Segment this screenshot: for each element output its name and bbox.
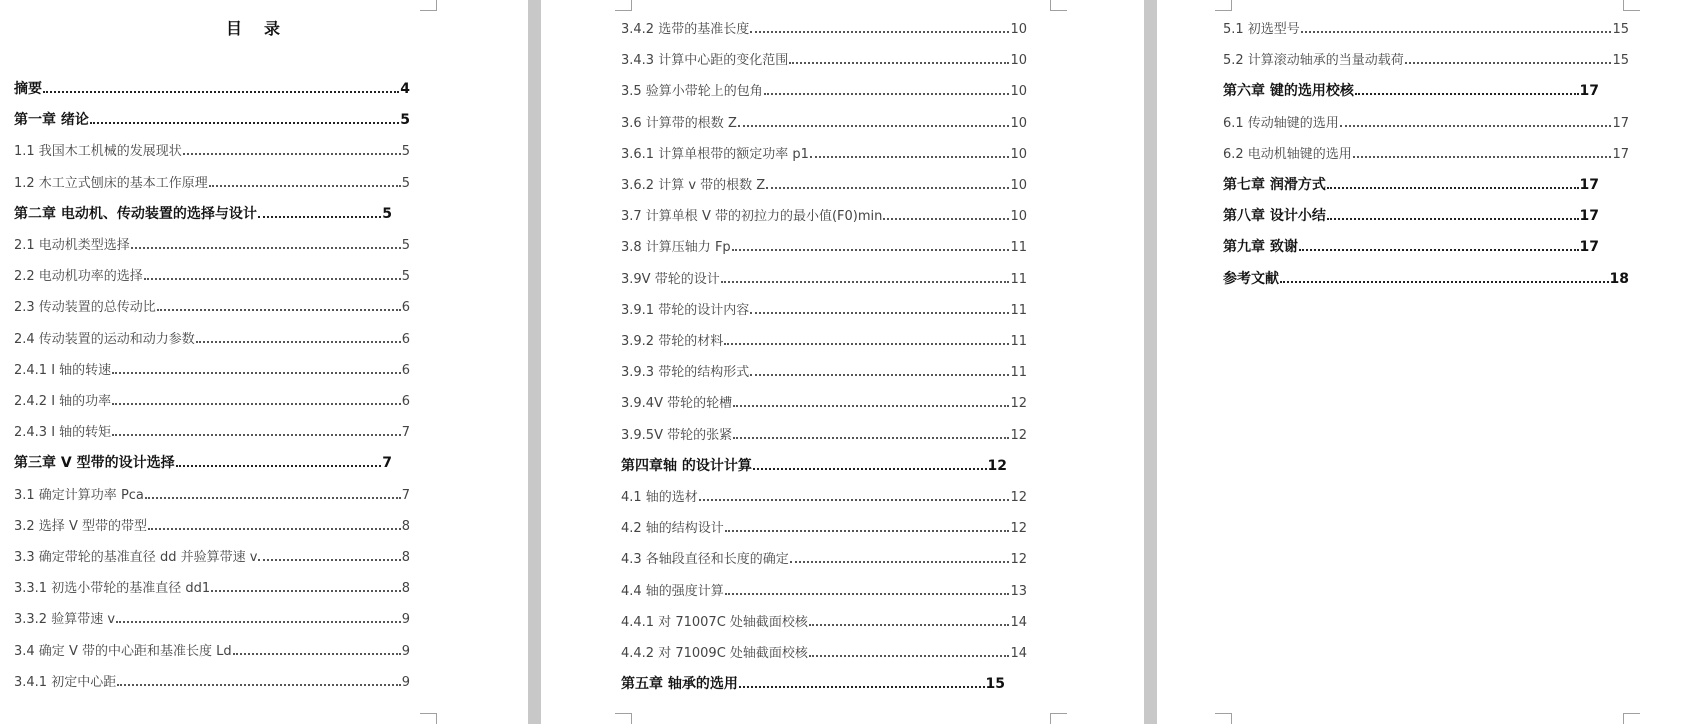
toc-entry-label: 3.6.2 计算 v 带的根数 Z (621, 178, 766, 193)
toc-entry[interactable] (14, 515, 410, 533)
toc-title: 目录 (225, 19, 302, 38)
toc-dot-leader (112, 403, 401, 405)
toc-entry-label: 3.6.1 计算单根带的额定功率 p1 (621, 146, 809, 162)
toc-dot-leader (1405, 62, 1612, 64)
toc-entry[interactable] (1223, 49, 1629, 67)
toc-dot-leader (725, 593, 1010, 595)
toc-chapter-entry[interactable] (14, 452, 392, 470)
toc-page-number: 8 (401, 581, 410, 597)
margin-corner-mark (420, 0, 437, 11)
toc-page-number: 17 (1579, 208, 1599, 225)
toc-dot-leader (883, 218, 1009, 220)
toc-entry[interactable] (621, 18, 1027, 36)
toc-entry[interactable] (621, 330, 1027, 348)
toc-entry-label: 4.4 轴的强度计算 (621, 583, 724, 599)
toc-entry-label: 第九章 致谢 (1223, 239, 1298, 256)
toc-dot-leader (157, 309, 401, 311)
toc-chapter-entry[interactable] (14, 78, 410, 96)
toc-dot-leader (1301, 31, 1612, 33)
toc-entry-label: 3.3.1 初选小带轮的基准直径 dd1 (14, 581, 211, 597)
toc-page-number: 8 (401, 550, 410, 565)
toc-dot-leader (764, 93, 1010, 95)
toc-dot-leader (176, 465, 382, 467)
toc-page-number: 9 (401, 612, 410, 628)
toc-page-number: 10 (1010, 53, 1027, 69)
toc-entry-label: 3.4.2 选带的基准长度 (621, 22, 750, 37)
toc-page-number: 10 (1010, 84, 1027, 100)
toc-entry[interactable] (14, 296, 410, 314)
toc-entry-label: 2.4.3 I 轴的转矩 (14, 425, 112, 441)
toc-entry[interactable] (14, 172, 410, 190)
toc-entry-label: 3.7 计算单根 V 带的初拉力的最小值(F0)min (621, 209, 883, 225)
toc-entry-label: 6.2 电动机轴键的选用 (1223, 146, 1352, 162)
toc-dot-leader (699, 499, 1010, 501)
toc-dot-leader (1327, 218, 1579, 220)
toc-page-number: 11 (1010, 271, 1027, 287)
toc-entry-label: 5.1 初选型号 (1223, 22, 1300, 37)
toc-page-number: 10 (1010, 115, 1027, 131)
toc-entry-label: 6.1 传动轴键的选用 (1223, 115, 1339, 131)
toc-chapter-entry[interactable] (14, 109, 410, 127)
toc-entry[interactable] (621, 205, 1027, 223)
toc-entry[interactable] (621, 236, 1027, 254)
toc-dot-leader (789, 62, 1009, 64)
toc-dot-leader (1340, 125, 1612, 127)
toc-dot-leader (1355, 93, 1579, 95)
toc-chapter-entry[interactable] (621, 673, 1005, 691)
toc-entry[interactable] (14, 140, 410, 158)
toc-page-number: 5 (400, 112, 410, 129)
toc-page-number: 12 (1010, 552, 1027, 568)
toc-page-number: 11 (1010, 240, 1027, 256)
toc-dot-leader (258, 559, 400, 561)
toc-entry-label: 4.3 各轴段直径和长度的确定 (621, 552, 789, 568)
toc-page-number: 10 (1010, 22, 1027, 37)
toc-chapter-entry[interactable] (1223, 80, 1599, 98)
toc-dot-leader (148, 528, 401, 530)
toc-entry[interactable] (14, 484, 410, 502)
toc-entry-label: 第七章 润滑方式 (1223, 177, 1326, 193)
toc-page-number: 6 (401, 394, 410, 409)
toc-entry[interactable] (621, 580, 1027, 598)
margin-corner-mark (1215, 713, 1232, 724)
margin-corner-mark (420, 713, 437, 724)
toc-dot-leader (750, 31, 1009, 33)
toc-entry[interactable] (621, 548, 1027, 566)
toc-page-number: 5 (401, 269, 410, 285)
toc-entry-label: 1.2 木工立式刨床的基本工作原理 (14, 175, 208, 191)
toc-entry[interactable] (1223, 143, 1629, 161)
toc-entry[interactable] (621, 112, 1027, 130)
toc-entry-label: 5.2 计算滚动轴承的当量动载荷 (1223, 53, 1404, 69)
toc-page-number: 17 (1579, 177, 1599, 193)
toc-dot-leader (750, 374, 1009, 376)
margin-corner-mark (615, 713, 632, 724)
toc-entry-label: 第六章 键的选用校核 (1223, 83, 1354, 100)
toc-entry-label: 3.8 计算压轴力 Fp (621, 240, 731, 256)
toc-page-number: 14 (1010, 646, 1027, 661)
toc-dot-leader (112, 434, 401, 436)
toc-page-number: 10 (1010, 178, 1027, 193)
toc-dot-leader (117, 684, 401, 686)
toc-page-number: 5 (382, 205, 392, 222)
toc-entry-label: 3.9.3 带轮的结构形式 (621, 365, 750, 381)
toc-dot-leader (739, 686, 985, 688)
toc-entry-label: 3.4.3 计算中心距的变化范围 (621, 53, 789, 69)
toc-dot-leader (809, 624, 1010, 626)
toc-entry-label: 3.4 确定 V 带的中心距和基准长度 Ld (14, 643, 232, 659)
margin-corner-mark (1215, 0, 1232, 11)
toc-dot-leader (196, 341, 401, 343)
toc-dot-leader (809, 655, 1010, 657)
toc-entry-label: 2.1 电动机类型选择 (14, 238, 130, 253)
toc-entry-label: 2.4.2 I 轴的功率 (14, 394, 112, 409)
toc-dot-leader (183, 153, 401, 155)
toc-dot-leader (725, 530, 1010, 532)
toc-dot-leader (1299, 249, 1579, 251)
document-page-1 (0, 0, 528, 724)
toc-entry[interactable] (621, 80, 1027, 98)
toc-entry-label: 2.2 电动机功率的选择 (14, 269, 143, 285)
toc-dot-leader (43, 91, 399, 93)
toc-entry[interactable] (1223, 18, 1629, 36)
toc-entry[interactable] (14, 234, 410, 252)
toc-page-number: 17 (1612, 146, 1629, 162)
toc-entry[interactable] (621, 486, 1027, 504)
toc-entry-label: 第八章 设计小结 (1223, 208, 1326, 225)
margin-corner-mark (1623, 0, 1640, 11)
toc-page-number: 12 (1010, 521, 1027, 537)
toc-entry[interactable] (1223, 112, 1629, 130)
toc-entry[interactable] (621, 392, 1027, 410)
toc-dot-leader (790, 561, 1010, 563)
toc-entry[interactable] (621, 299, 1027, 317)
toc-entry[interactable] (14, 608, 410, 626)
toc-entry-label: 3.9.4V 带轮的轮槽 (621, 396, 733, 412)
toc-entry-label: 第二章 电动机、传动装置的选择与设计 (14, 205, 257, 222)
toc-entry-label: 第四章轴 的设计计算 (621, 457, 752, 474)
toc-entry-label: 1.1 我国木工机械的发展现状 (14, 144, 182, 160)
toc-page-number: 11 (1010, 365, 1027, 381)
toc-page-number: 12 (1010, 490, 1027, 505)
toc-entry[interactable] (14, 265, 410, 283)
toc-entry-label: 3.9V 带轮的设计 (621, 271, 720, 287)
toc-entry-label: 第三章 V 型带的设计选择 (14, 455, 175, 472)
toc-dot-leader (724, 343, 1009, 345)
toc-dot-leader (810, 156, 1010, 158)
toc-entry-label: 4.4.1 对 71007C 处轴截面校核 (621, 614, 808, 630)
toc-dot-leader (116, 621, 401, 623)
toc-entry-label: 3.5 验算小带轮上的包角 (621, 84, 763, 100)
margin-corner-mark (1050, 0, 1067, 11)
toc-entry-label: 4.2 轴的结构设计 (621, 521, 724, 537)
toc-dot-leader (1280, 281, 1609, 283)
toc-chapter-entry[interactable] (1223, 205, 1599, 223)
toc-page-number: 5 (401, 144, 410, 160)
margin-corner-mark (1623, 713, 1640, 724)
toc-entry[interactable] (14, 328, 410, 346)
toc-page-number: 17 (1579, 83, 1599, 100)
toc-dot-leader (1353, 156, 1612, 158)
toc-page-number: 15 (985, 676, 1005, 693)
toc-dot-leader (90, 122, 399, 124)
toc-entry-label: 3.9.5V 带轮的张紧 (621, 427, 733, 443)
toc-page-number: 9 (401, 643, 410, 659)
toc-entry-label: 3.9.2 带轮的材料 (621, 334, 724, 349)
toc-entry-label: 3.2 选择 V 型带的带型 (14, 518, 147, 534)
toc-page-number: 13 (1010, 583, 1027, 599)
toc-page-number: 9 (401, 674, 410, 690)
toc-entry-label: 参考文献 (1223, 270, 1279, 287)
toc-page-number: 4 (400, 81, 410, 97)
toc-dot-leader (112, 372, 401, 374)
toc-dot-leader (258, 216, 381, 218)
toc-dot-leader (738, 125, 1010, 127)
toc-dot-leader (131, 247, 401, 249)
toc-entry-label: 2.3 传动装置的总传动比 (14, 300, 156, 316)
toc-page-number: 12 (987, 457, 1007, 474)
margin-corner-mark (615, 0, 632, 11)
document-page-3 (1157, 0, 1695, 724)
toc-entry[interactable] (14, 390, 410, 408)
toc-chapter-entry[interactable] (1223, 174, 1599, 192)
toc-page-number: 14 (1010, 614, 1027, 630)
toc-page-number: 5 (401, 238, 410, 253)
toc-page-number: 12 (1010, 396, 1027, 412)
toc-page-number: 7 (382, 455, 392, 472)
toc-entry-label: 3.3.2 验算带速 v (14, 612, 116, 628)
toc-dot-leader (1327, 187, 1579, 189)
toc-entry[interactable] (14, 359, 410, 377)
toc-dot-leader (766, 187, 1009, 189)
toc-page-number: 6 (401, 331, 410, 347)
toc-chapter-entry[interactable] (1223, 236, 1599, 254)
toc-entry[interactable] (14, 546, 410, 564)
toc-page-number: 6 (401, 300, 410, 316)
toc-page-number: 6 (401, 362, 410, 378)
toc-dot-leader (144, 278, 401, 280)
document-page-2 (541, 0, 1144, 724)
toc-entry[interactable] (621, 143, 1027, 161)
toc-dot-leader (753, 468, 987, 470)
toc-page-number: 17 (1579, 239, 1599, 256)
toc-entry[interactable] (14, 577, 410, 595)
toc-page-number: 10 (1010, 146, 1027, 162)
toc-entry[interactable] (621, 268, 1027, 286)
toc-entry-label: 3.1 确定计算功率 Pca (14, 487, 144, 503)
toc-entry-label: 4.1 轴的选材 (621, 490, 698, 505)
margin-corner-mark (1050, 713, 1067, 724)
toc-entry-label: 3.9.1 带轮的设计内容 (621, 302, 750, 318)
toc-entry-label: 3.3 确定带轮的基准直径 dd 并验算带速 v (14, 550, 258, 565)
toc-page-number: 5 (401, 175, 410, 191)
toc-entry-label: 2.4 传动装置的运动和动力参数 (14, 331, 195, 347)
toc-chapter-entry[interactable] (14, 203, 392, 221)
toc-dot-leader (233, 653, 401, 655)
toc-page-number: 12 (1010, 427, 1027, 443)
toc-page-number: 11 (1010, 302, 1027, 318)
toc-entry-label: 摘要 (14, 81, 42, 97)
toc-page-number: 8 (401, 518, 410, 534)
toc-entry[interactable] (621, 642, 1027, 660)
toc-page-number: 15 (1612, 53, 1629, 69)
toc-page-number: 10 (1010, 209, 1027, 225)
toc-entry-label: 4.4.2 对 71009C 处轴截面校核 (621, 646, 808, 661)
toc-entry[interactable] (621, 361, 1027, 379)
toc-entry-label: 第五章 轴承的选用 (621, 676, 738, 693)
toc-dot-leader (721, 281, 1010, 283)
toc-page-number: 18 (1609, 270, 1629, 287)
toc-entry[interactable] (14, 671, 410, 689)
toc-entry[interactable] (621, 424, 1027, 442)
toc-entry[interactable] (621, 517, 1027, 535)
toc-entry-label: 3.6 计算带的根数 Z (621, 115, 737, 131)
toc-entry-label: 3.4.1 初定中心距 (14, 674, 117, 690)
toc-entry[interactable] (14, 640, 410, 658)
toc-dot-leader (732, 249, 1010, 251)
toc-entry[interactable] (621, 174, 1027, 192)
toc-entry-label: 第一章 绪论 (14, 112, 89, 129)
toc-dot-leader (750, 312, 1009, 314)
toc-entry-label: 2.4.1 I 轴的转速 (14, 362, 112, 378)
toc-chapter-entry[interactable] (1223, 268, 1629, 286)
toc-dot-leader (209, 185, 401, 187)
toc-dot-leader (733, 405, 1009, 407)
toc-page-number: 11 (1010, 334, 1027, 349)
toc-dot-leader (733, 437, 1009, 439)
toc-page-number: 17 (1612, 115, 1629, 131)
toc-entry[interactable] (14, 421, 410, 439)
toc-dot-leader (145, 497, 401, 499)
toc-entry[interactable] (621, 49, 1027, 67)
toc-page-number: 15 (1612, 22, 1629, 37)
toc-page-number: 7 (401, 487, 410, 503)
toc-entry[interactable] (621, 611, 1027, 629)
toc-dot-leader (211, 590, 401, 592)
toc-chapter-entry[interactable] (621, 455, 1007, 473)
toc-page-number: 7 (401, 425, 410, 441)
